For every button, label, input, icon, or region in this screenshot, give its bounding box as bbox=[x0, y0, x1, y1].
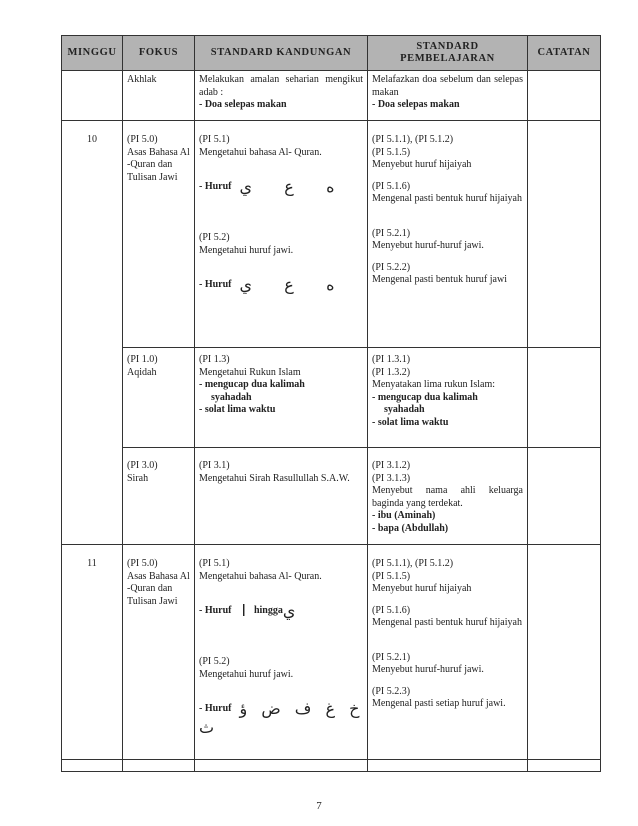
sk-code: (PI 5.2) bbox=[199, 656, 230, 667]
minggu-cell bbox=[62, 760, 123, 772]
table-row bbox=[62, 71, 601, 121]
arabic-letter: ع bbox=[284, 274, 294, 294]
lesson-plan-table bbox=[61, 35, 601, 772]
sk-cell bbox=[195, 71, 368, 121]
sk-item: - solat lima waktu bbox=[199, 404, 276, 415]
sp-cell bbox=[368, 71, 528, 121]
fokus-text: Asas Bahasa Al -Quran dan Tulisan Jawi bbox=[127, 146, 190, 183]
catatan-cell bbox=[528, 448, 601, 545]
fokus-text: Aqidah bbox=[127, 366, 157, 378]
sp-code: (PI 5.1.1), (PI 5.1.2) bbox=[372, 558, 454, 569]
minggu-cell bbox=[62, 121, 123, 545]
arabic-letter: ي bbox=[239, 274, 253, 294]
huruf-row bbox=[199, 698, 363, 720]
sp-code: (PI 5.1.5) bbox=[372, 570, 411, 582]
sp-code: (PI 3.1.2) bbox=[372, 460, 411, 471]
table-row bbox=[62, 121, 601, 348]
arabic-letter: ع bbox=[284, 176, 294, 196]
sk-text: Mengetahui huruf jawi. bbox=[199, 244, 294, 256]
fokus-cell bbox=[123, 545, 195, 760]
sk-text: Mengetahui bahasa Al- Quran. bbox=[199, 146, 322, 158]
sk-item: - mengucap dua kalimah bbox=[199, 379, 305, 390]
arabic-letter: ي bbox=[239, 176, 253, 196]
fokus-code: (PI 5.0) bbox=[127, 134, 158, 145]
sk-code: (PI 5.1) bbox=[199, 134, 230, 145]
arabic-letter: ا bbox=[241, 600, 246, 620]
sp-text: Menyebut huruf-huruf jawi. bbox=[372, 240, 484, 251]
fokus-cell bbox=[123, 448, 195, 545]
sp-text: Mengenal pasti setiap huruf jawi. bbox=[372, 698, 506, 709]
fokus-cell bbox=[123, 121, 195, 348]
sp-code: (PI 5.1.5) bbox=[372, 146, 411, 158]
arabic-letter: ف bbox=[294, 698, 312, 718]
arabic-letter: ض bbox=[261, 698, 281, 718]
minggu-cell bbox=[62, 71, 123, 121]
table-row bbox=[62, 448, 601, 545]
arabic-letter: ث bbox=[199, 718, 215, 737]
sk-cell bbox=[195, 348, 368, 448]
sp-item: - Doa selepas makan bbox=[372, 99, 460, 110]
huruf-label: - Huruf bbox=[199, 604, 232, 616]
sp-code: (PI 5.2.1) bbox=[372, 651, 411, 663]
table-row bbox=[62, 545, 601, 760]
table-row bbox=[62, 348, 601, 448]
sk-item: - Doa selepas makan bbox=[199, 99, 287, 110]
sp-text: Menyatakan lima rukun Islam: bbox=[372, 379, 496, 390]
sk-text: Mengetahui huruf jawi. bbox=[199, 668, 294, 680]
fokus-code: (PI 3.0) bbox=[127, 460, 158, 471]
header-fokus: FOKUS bbox=[123, 36, 195, 71]
huruf-row bbox=[199, 600, 363, 622]
sp-item: syahadah bbox=[384, 404, 425, 415]
sk-cell bbox=[195, 545, 368, 760]
fokus-code: (PI 5.0) bbox=[127, 558, 158, 569]
fokus-cell bbox=[123, 348, 195, 448]
sp-item: - solat lima waktu bbox=[372, 416, 449, 428]
minggu-cell bbox=[62, 545, 123, 760]
table-row bbox=[62, 760, 601, 772]
sp-text: Menyebut huruf hijaiyah bbox=[372, 583, 472, 594]
sk-cell bbox=[195, 121, 368, 348]
sp-code: (PI 1.3.1) bbox=[372, 354, 411, 365]
fokus-code: (PI 1.0) bbox=[127, 354, 158, 365]
fokus-text: Sirah bbox=[127, 472, 149, 484]
fokus-text: Asas Bahasa Al -Quran dan Tulisan Jawi bbox=[127, 570, 190, 607]
table-header bbox=[62, 36, 601, 71]
catatan-cell bbox=[528, 760, 601, 772]
huruf-label: - Huruf bbox=[199, 180, 232, 192]
header-standard-kandungan: STANDARD KANDUNGAN bbox=[195, 36, 368, 71]
sk-code: (PI 5.1) bbox=[199, 558, 230, 569]
huruf-label: - Huruf bbox=[199, 702, 232, 714]
sp-code: (PI 5.1.1), (PI 5.1.2) bbox=[372, 134, 454, 145]
sk-text: Mengetahui Sirah Rasullullah S.A.W. bbox=[199, 472, 350, 484]
sp-cell bbox=[368, 545, 528, 760]
sp-code: (PI 5.2.1) bbox=[372, 227, 411, 239]
sp-text: Mengenal pasti bentuk huruf hijaiyah bbox=[372, 617, 522, 628]
week-number: 10 bbox=[87, 134, 97, 145]
sk-item: syahadah bbox=[211, 391, 252, 403]
arabic-letter: خ bbox=[349, 698, 360, 718]
sp-code: (PI 5.1.6) bbox=[372, 604, 411, 616]
arabic-letter: ه bbox=[326, 274, 335, 294]
sp-cell bbox=[368, 760, 528, 772]
page-number: 7 bbox=[316, 800, 322, 812]
arabic-letter: ي bbox=[282, 600, 296, 620]
sp-item: - ibu (Aminah) bbox=[372, 510, 436, 521]
arabic-letter: ؤ bbox=[239, 698, 248, 718]
header-minggu: MINGGU bbox=[62, 36, 123, 71]
catatan-cell bbox=[528, 545, 601, 760]
arabic-letter: غ bbox=[325, 698, 336, 718]
sk-cell bbox=[195, 760, 368, 772]
huruf-label: - Huruf bbox=[199, 278, 232, 290]
sp-text: Menyebut huruf hijaiyah bbox=[372, 159, 472, 170]
sp-cell bbox=[368, 121, 528, 348]
sp-text: Menyebut huruf-huruf jawi. bbox=[372, 664, 484, 675]
sp-code: (PI 5.2.2) bbox=[372, 261, 411, 273]
sp-code: (PI 1.3.2) bbox=[372, 366, 411, 378]
sp-text: Melafazkan doa sebelum dan selepas makan bbox=[372, 74, 523, 98]
sk-code: (PI 1.3) bbox=[199, 354, 230, 365]
week-number: 11 bbox=[87, 558, 97, 569]
catatan-cell bbox=[528, 121, 601, 348]
sk-text: Mengetahui bahasa Al- Quran. bbox=[199, 570, 322, 582]
fokus-cell bbox=[123, 760, 195, 772]
sp-text: Mengenal pasti bentuk huruf jawi bbox=[372, 274, 507, 285]
huruf-row bbox=[199, 274, 363, 296]
sp-text: Mengenal pasti bentuk huruf hijaiyah bbox=[372, 193, 522, 204]
sk-code: (PI 3.1) bbox=[199, 460, 230, 471]
sp-item: - mengucap dua kalimah bbox=[372, 391, 478, 403]
sk-cell bbox=[195, 448, 368, 545]
header-catatan: CATATAN bbox=[528, 36, 601, 71]
huruf-row bbox=[199, 176, 363, 198]
fokus-cell bbox=[123, 71, 195, 121]
hingga-text: hingga bbox=[253, 604, 283, 616]
sk-text: Mengetahui Rukun Islam bbox=[199, 366, 301, 378]
sp-text: Menyebut nama ahli keluarga baginda yang terdekat. bbox=[372, 485, 523, 509]
arabic-letter: ه bbox=[326, 176, 335, 196]
sp-code: (PI 5.1.6) bbox=[372, 180, 411, 192]
sp-code: (PI 3.1.3) bbox=[372, 472, 411, 484]
sk-code: (PI 5.2) bbox=[199, 232, 230, 243]
sp-cell bbox=[368, 348, 528, 448]
header-standard-pembelajaran: STANDARD PEMBELAJARAN bbox=[368, 36, 528, 71]
sk-text: Melakukan amalan seharian mengikut adab : bbox=[199, 74, 363, 98]
sp-code: (PI 5.2.3) bbox=[372, 685, 411, 697]
fokus-text: Akhlak bbox=[127, 74, 157, 85]
sp-item: - bapa (Abdullah) bbox=[372, 522, 449, 534]
catatan-cell bbox=[528, 71, 601, 121]
catatan-cell bbox=[528, 348, 601, 448]
sp-cell bbox=[368, 448, 528, 545]
